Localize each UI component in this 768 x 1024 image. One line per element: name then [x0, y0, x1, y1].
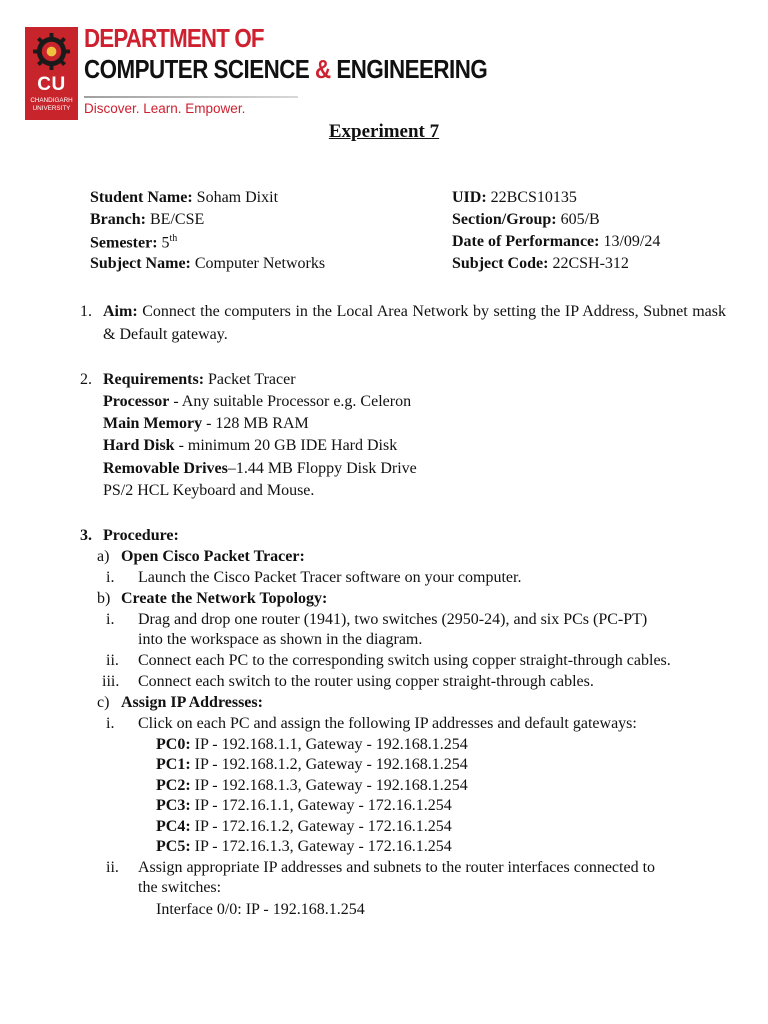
step-b-i-line1: Drag and drop one router (1941), two switches (2950-24), and six PCs (PC-PT)	[138, 611, 648, 628]
requirements-number: 2.	[80, 371, 92, 388]
tagline: Discover. Learn. Empower.	[84, 101, 246, 116]
semester: Semester: 5th	[90, 233, 178, 252]
step-b-ii-marker: ii.	[106, 652, 119, 669]
step-a-i: Launch the Cisco Packet Tracer software on your computer.	[138, 569, 522, 586]
requirement-hard-disk: Hard Disk - minimum 20 GB IDE Hard Disk	[103, 437, 398, 454]
logo-university-name: CHANDIGARH UNIVERSITY	[30, 97, 73, 112]
pc-ip-entry: PC0: IP - 192.168.1.1, Gateway - 192.168.1.254	[156, 736, 468, 753]
step-c-marker: c)	[97, 694, 110, 711]
aim-text: Aim: Connect the computers in the Local Area Network by setting the IP Address, Subnet mask & Default gateway.	[103, 303, 727, 343]
step-b-iii: Connect each switch to the router using copper straight-through cables.	[138, 673, 594, 690]
department-heading-line1: DEPARTMENT OF	[84, 23, 264, 53]
department-heading-line2: COMPUTER SCIENCE & ENGINEERING	[84, 54, 488, 84]
requirement-processor: Processor - Any suitable Processor e.g. Celeron	[103, 393, 412, 410]
step-b-i-marker: i.	[106, 611, 115, 628]
router-interface-ip: Interface 0/0: IP - 192.168.1.254	[156, 901, 365, 918]
subject-code: Subject Code: 22CSH-312	[452, 255, 629, 272]
step-b-iii-marker: iii.	[102, 673, 120, 690]
pc-ip-entry: PC2: IP - 192.168.1.3, Gateway - 192.168.1.254	[156, 777, 468, 794]
step-b-ii: Connect each PC to the corresponding switch using copper straight-through cables.	[138, 652, 671, 669]
step-c-ii-marker: ii.	[106, 859, 119, 876]
pc-ip-entry: PC3: IP - 172.16.1.1, Gateway - 172.16.1.254	[156, 797, 452, 814]
step-c-i-marker: i.	[106, 715, 115, 732]
subject-name: Subject Name: Computer Networks	[90, 255, 326, 272]
pc-ip-entry: PC5: IP - 172.16.1.3, Gateway - 172.16.1.254	[156, 838, 452, 855]
branch: Branch: BE/CSE	[90, 211, 205, 228]
step-c-title: Assign IP Addresses:	[121, 694, 263, 711]
step-b-i-line2: into the workspace as shown in the diagram.	[138, 631, 423, 648]
step-a-marker: a)	[97, 548, 110, 565]
university-logo	[25, 27, 78, 120]
step-c-i: Click on each PC and assign the following IP addresses and default gateways:	[138, 715, 637, 732]
procedure-number: 3.	[80, 527, 92, 544]
procedure-heading: Procedure:	[103, 527, 179, 544]
step-b-marker: b)	[97, 590, 111, 607]
pc-ip-entry: PC1: IP - 192.168.1.2, Gateway - 192.168.1.254	[156, 756, 468, 773]
requirement-memory: Main Memory - 128 MB RAM	[103, 415, 309, 432]
step-a-title: Open Cisco Packet Tracer:	[121, 548, 305, 565]
step-a-i-marker: i.	[106, 569, 115, 586]
step-b-title: Create the Network Topology:	[121, 590, 328, 607]
section-group: Section/Group: 605/B	[452, 211, 600, 228]
header-divider	[84, 96, 298, 98]
gear-emblem-icon	[32, 32, 71, 71]
page-title: Experiment 7	[328, 121, 440, 142]
student-name: Student Name: Soham Dixit	[90, 189, 279, 206]
requirements-heading: Requirements: Packet Tracer	[103, 371, 296, 388]
logo-abbrev: CU	[37, 74, 66, 95]
date-of-performance: Date of Performance: 13/09/24	[452, 233, 661, 250]
step-c-ii-line1: Assign appropriate IP addresses and subnets to the router interfaces connected to	[138, 859, 656, 876]
uid: UID: 22BCS10135	[452, 189, 577, 206]
aim-number: 1.	[80, 303, 92, 320]
step-c-ii-line2: the switches:	[138, 879, 222, 896]
requirement-keyboard: PS/2 HCL Keyboard and Mouse.	[103, 482, 315, 499]
pc-ip-entry: PC4: IP - 172.16.1.2, Gateway - 172.16.1.254	[156, 818, 452, 835]
requirement-removable-drives: Removable Drives–1.44 MB Floppy Disk Drive	[103, 460, 417, 477]
